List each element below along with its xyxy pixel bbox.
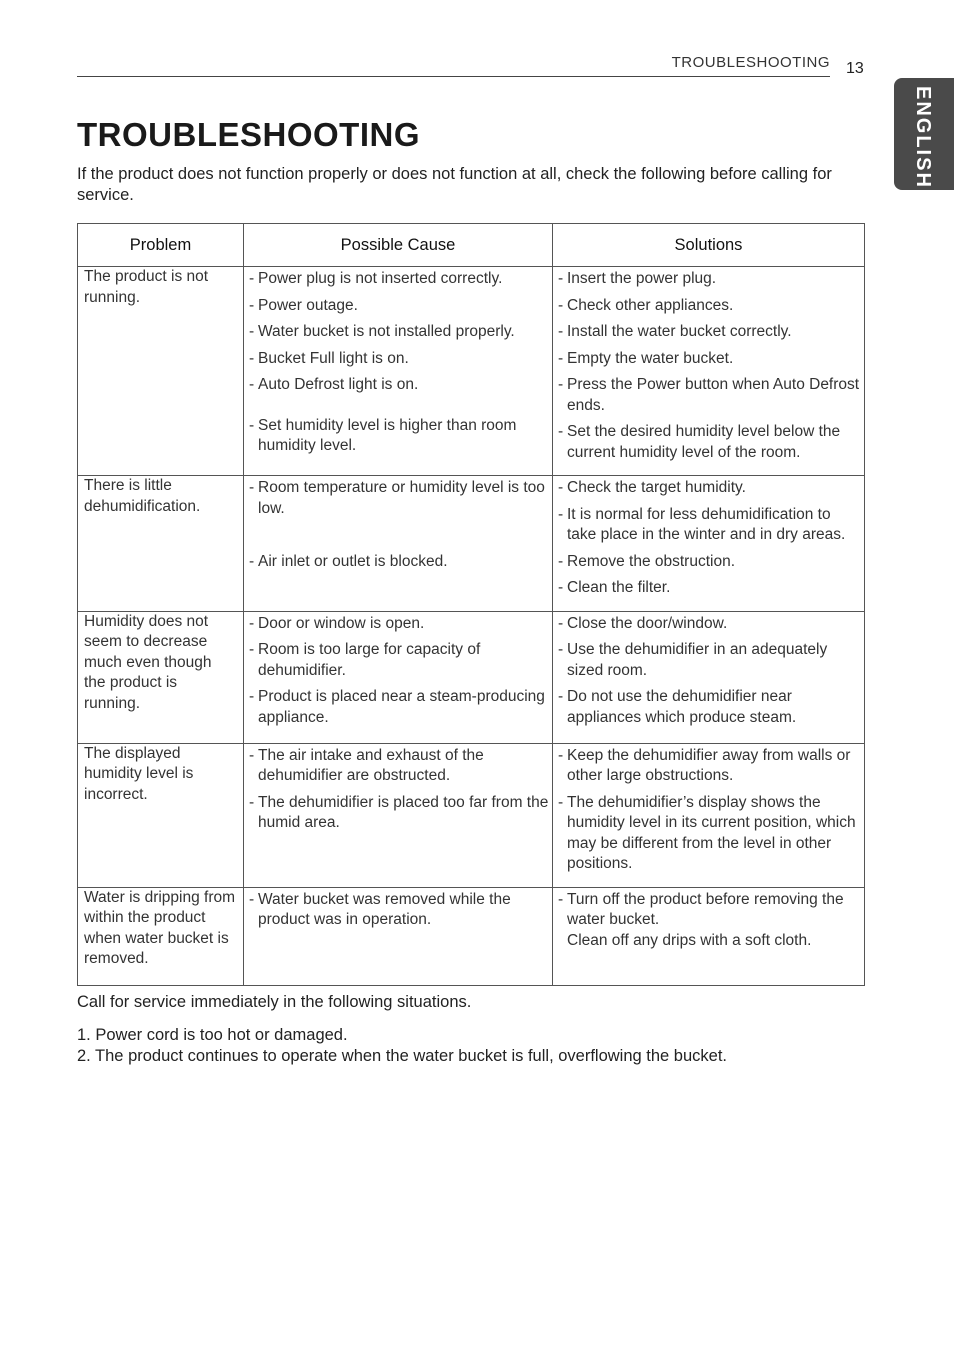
cause-item: - Water bucket was removed while the product was in operation. bbox=[249, 890, 552, 931]
page-title: TROUBLESHOOTING bbox=[77, 116, 420, 153]
solution-item: - Insert the power plug. bbox=[558, 269, 864, 290]
cause-cell bbox=[244, 611, 553, 743]
table-row bbox=[78, 743, 865, 887]
solution-item: - Do not use the dehumidifier near appliances which produce steam. bbox=[558, 687, 864, 728]
cause-item: - Water bucket is not installed properly. bbox=[249, 322, 552, 343]
problem-cell: Humidity does not seem to decrease much even though the product is running. bbox=[78, 611, 244, 743]
page-number: 13 bbox=[846, 60, 864, 77]
cause-item: - Bucket Full light is on. bbox=[249, 349, 552, 370]
problem-cell: Water is dripping from within the product when water bucket is removed. bbox=[78, 887, 244, 985]
problem-cell: The product is not running. bbox=[78, 267, 244, 476]
cause-item: - Door or window is open. bbox=[249, 614, 552, 635]
header-divider bbox=[77, 76, 830, 77]
solution-cell bbox=[553, 743, 865, 887]
solution-item: - Set the desired humidity level below the current humidity level of the room. bbox=[558, 422, 864, 463]
problem-cell: The displayed humidity level is incorrect. bbox=[78, 743, 244, 887]
cause-item: - Room temperature or humidity level is too low. bbox=[249, 478, 552, 519]
solution-item: - The dehumidifier’s display shows the humidity level in its current position, which may be different from the level in other positions. bbox=[558, 793, 864, 875]
language-tab-label: ENGLISH bbox=[912, 86, 934, 189]
cause-item: - The air intake and exhaust of the dehumidifier are obstructed. bbox=[249, 746, 552, 787]
solution-item: - Remove the obstruction. bbox=[558, 552, 864, 573]
troubleshooting-table bbox=[77, 223, 865, 986]
column-header-cause: Possible Cause bbox=[244, 224, 553, 267]
table-row bbox=[78, 267, 865, 476]
solution-item: - Press the Power button when Auto Defrost ends. bbox=[558, 375, 864, 416]
table-row bbox=[78, 611, 865, 743]
cause-cell bbox=[244, 476, 553, 612]
solution-item: - Use the dehumidifier in an adequately sized room. bbox=[558, 640, 864, 681]
solution-item: - Turn off the product before removing the water bucket. bbox=[558, 890, 864, 931]
table-header-row bbox=[78, 224, 865, 267]
solution-cell bbox=[553, 476, 865, 612]
solution-cell bbox=[553, 267, 865, 476]
cause-item: - Set humidity level is higher than room humidity level. bbox=[249, 416, 552, 457]
cause-item: - Air inlet or outlet is blocked. bbox=[249, 552, 552, 573]
cause-item: - Room is too large for capacity of dehumidifier. bbox=[249, 640, 552, 681]
intro-text: If the product does not function properly or does not function at all, check the following before calling for service. bbox=[77, 165, 832, 204]
solution-item: - Check other appliances. bbox=[558, 296, 864, 317]
header-section-label: TROUBLESHOOTING bbox=[671, 54, 830, 71]
solution-item: - Check the target humidity. bbox=[558, 478, 864, 499]
cause-cell bbox=[244, 887, 553, 985]
solution-cell bbox=[553, 611, 865, 743]
solution-cell bbox=[553, 887, 865, 985]
service-intro: Call for service immediately in the following situations. bbox=[77, 993, 472, 1011]
solution-item: - Keep the dehumidifier away from walls or other large obstructions. bbox=[558, 746, 864, 787]
service-item: 2. The product continues to operate when the water bucket is full, overflowing the bucket. bbox=[77, 1047, 727, 1065]
cause-cell bbox=[244, 743, 553, 887]
language-tab bbox=[894, 78, 954, 190]
cause-item: - Power plug is not inserted correctly. bbox=[249, 269, 552, 290]
column-header-problem: Problem bbox=[78, 224, 244, 267]
table-row bbox=[78, 887, 865, 985]
solution-item: - It is normal for less dehumidification to take place in the winter and in dry areas. bbox=[558, 505, 864, 546]
column-header-solutions: Solutions bbox=[553, 224, 865, 267]
solution-item: - Close the door/window. bbox=[558, 614, 864, 635]
table-row bbox=[78, 476, 865, 612]
solution-item: - Clean the filter. bbox=[558, 578, 864, 599]
solution-item: Clean off any drips with a soft cloth. bbox=[567, 931, 812, 949]
solution-item: - Install the water bucket correctly. bbox=[558, 322, 864, 343]
cause-cell bbox=[244, 267, 553, 476]
cause-item: - The dehumidifier is placed too far from the humid area. bbox=[249, 793, 552, 834]
solution-item: - Empty the water bucket. bbox=[558, 349, 864, 370]
cause-item: - Auto Defrost light is on. bbox=[249, 375, 552, 396]
service-item: 1. Power cord is too hot or damaged. bbox=[77, 1026, 348, 1044]
problem-cell: There is little dehumidification. bbox=[78, 476, 244, 612]
cause-item: - Power outage. bbox=[249, 296, 552, 317]
cause-item: - Product is placed near a steam-producing appliance. bbox=[249, 687, 552, 728]
